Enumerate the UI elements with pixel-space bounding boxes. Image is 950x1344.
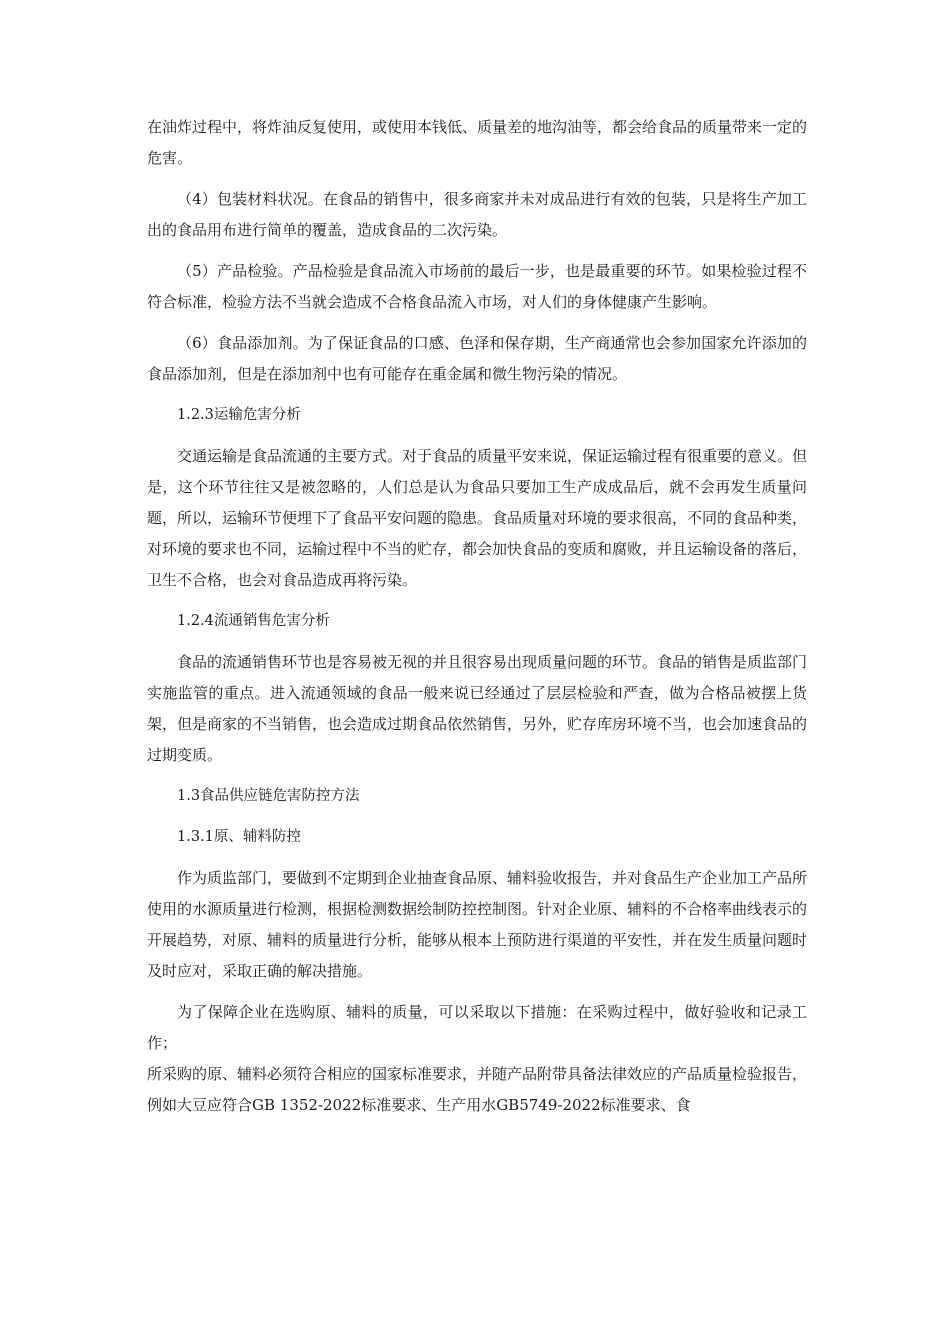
paragraph-inspection: （5）产品检验。产品检验是食品流入市场前的最后一步，也是最重要的环节。如果检验过程不符合标准，检验方法不当就会造成不合格食品流入市场，对人们的身体健康产生影响。 xyxy=(147,262,807,311)
heading-1-3-1: 1.3.1原、辅料防控 xyxy=(177,829,301,845)
paragraph-distribution: 食品的流通销售环节也是容易被无视的并且很容易出现质量问题的环节。食品的销售是质监部门实施监管的重点。进入流通领域的食品一般来说已经通过了层层检验和严查，做为合格品被摆上货架，但是商家的不当销售，也会造成过期食品依然销售，另外，贮存库房环境不当，也会加速食品的过期变质。 xyxy=(147,653,808,764)
paragraph-transport: 交通运输是食品流通的主要方式。对于食品的质量平安来说，保证运输过程有很重要的意义。但是，这个环节往往又是被忽略的，人们总是认为食品只要加工生产成成品后，就不会再发生质量问题，所以，运输环节便埋下了食品平安问题的隐患。食品质量对环境的要求很高，不同的食品种类，对环境的要求也不同，运输过程中不当的贮存，都会加快食品的变质和腐败，并且运输设备的落后，卫生不合格，也会对食品造成再将污染。 xyxy=(147,447,808,589)
paragraph-raw-materials: 作为质监部门，要做到不定期到企业抽查食品原、辅料验收报告，并对食品生产企业加工产品所使用的水源质量进行检测，根据检测数据绘制防控控制图。针对企业原、辅料的不合格率曲线表示的开展趋势，对原、辅料的质量进行分析，能够从根本上预防进行渠道的平安性，并在发生质量问题时及时应对，采取正确的解决措施。 xyxy=(147,869,808,980)
paragraph-additives: （6）食品添加剂。为了保证食品的口感、色泽和保存期，生产商通常也会参加国家允许添加的食品添加剂，但是在添加剂中也有可能存在重金属和微生物污染的情况。 xyxy=(147,334,807,383)
paragraph-frying-oil: 在油炸过程中，将炸油反复使用，或使用本钱低、质量差的地沟油等，都会给食品的质量带来一定的危害。 xyxy=(147,118,808,167)
paragraph-standards: 所采购的原、辅料必须符合相应的国家标准要求，并随产品附带具备法律效应的产品质量检验报告，例如大豆应符合GB 1352-2022标准要求、生产用水GB5749-2022标准要求、食 xyxy=(147,1065,808,1114)
paragraph-purchasing-measures: 为了保障企业在选购原、辅料的质量，可以采取以下措施：在采购过程中，做好验收和记录工作； xyxy=(147,1003,807,1052)
heading-1-2-3: 1.2.3运输危害分析 xyxy=(177,407,301,423)
heading-1-3: 1.3食品供应链危害防控方法 xyxy=(177,788,360,804)
paragraph-packaging: （4）包装材料状况。在食品的销售中，很多商家并未对成品进行有效的包装，只是将生产加工出的食品用布进行简单的覆盖，造成食品的二次污染。 xyxy=(147,190,807,239)
document-page xyxy=(147,112,807,1121)
heading-1-2-4: 1.2.4流通销售危害分析 xyxy=(177,613,330,629)
